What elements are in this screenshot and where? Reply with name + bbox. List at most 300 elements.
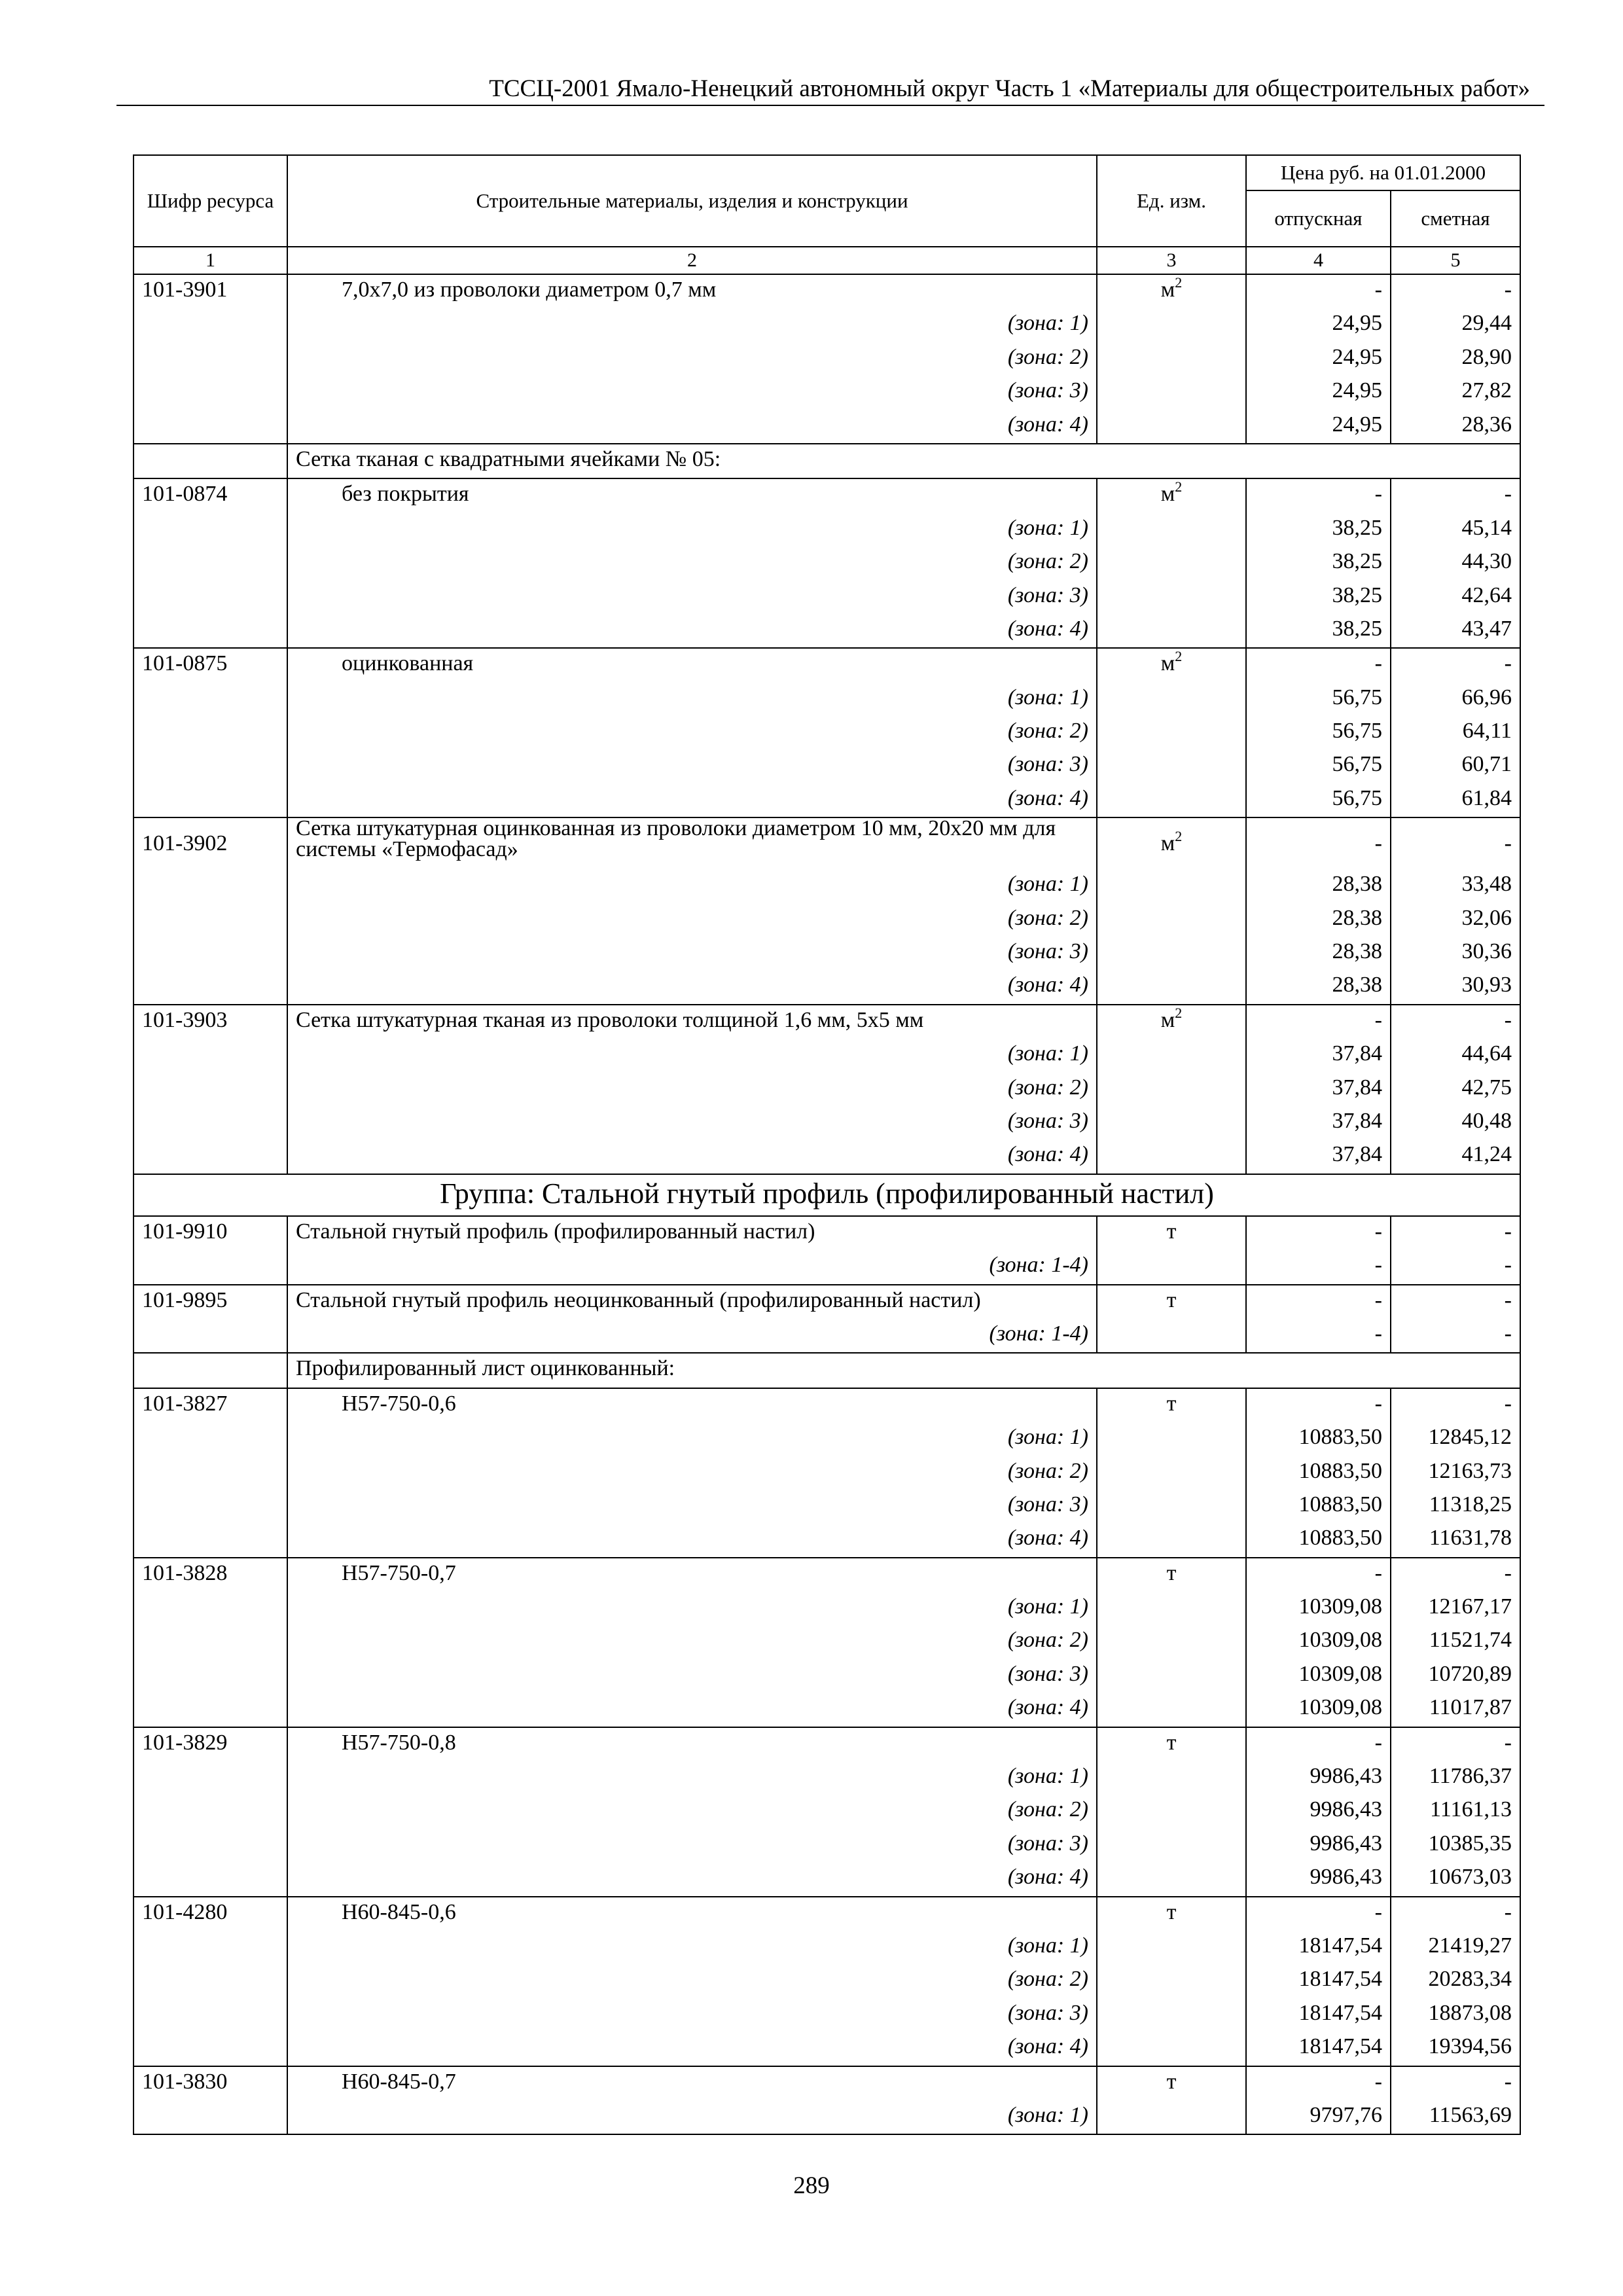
release-price: 18147,54 <box>1246 1931 1391 1964</box>
resource-row <box>134 1897 1520 1931</box>
code-cell <box>134 1964 287 1998</box>
release-price: - <box>1246 648 1391 682</box>
resource-row <box>134 1558 1520 1592</box>
zone-label: (зона: 4) <box>287 783 1097 817</box>
resource-row <box>134 1285 1520 1319</box>
resource-name: Н57-750-0,6 <box>287 1388 1097 1422</box>
zone-label: (зона: 3) <box>287 749 1097 783</box>
zone-row <box>134 1998 1520 2032</box>
estimate-price: - <box>1391 274 1520 308</box>
zone-row <box>134 749 1520 783</box>
unit-cell <box>1097 1456 1246 1490</box>
unit-cell <box>1097 478 1246 512</box>
code-cell <box>134 1931 287 1964</box>
column-header-price-group: Цена руб. на 01.01.2000 <box>1246 155 1520 190</box>
zone-row <box>134 1761 1520 1795</box>
unit-cell <box>1097 1106 1246 1139</box>
estimate-price: 18873,08 <box>1391 1998 1520 2032</box>
zone-label: (зона: 1) <box>287 1039 1097 1072</box>
release-price: 38,25 <box>1246 513 1391 547</box>
release-price: - <box>1246 1727 1391 1761</box>
release-price: - <box>1246 1558 1391 1592</box>
release-price: - <box>1246 478 1391 512</box>
unit-cell <box>1097 614 1246 648</box>
release-price: 9986,43 <box>1246 1761 1391 1795</box>
column-header-code: Шифр ресурса <box>134 155 287 247</box>
resource-code: 101-3828 <box>134 1558 287 1592</box>
zone-label: (зона: 4) <box>287 1523 1097 1557</box>
release-price: - <box>1246 817 1391 869</box>
estimate-price: 43,47 <box>1391 614 1520 648</box>
column-header-unit: Ед. изм. <box>1097 155 1246 247</box>
estimate-price: - <box>1391 1250 1520 1284</box>
release-price: 10309,08 <box>1246 1693 1391 1727</box>
estimate-price: 12163,73 <box>1391 1456 1520 1490</box>
unit-text: м <box>1160 831 1175 856</box>
release-price: 37,84 <box>1246 1073 1391 1106</box>
release-price: 9986,43 <box>1246 1862 1391 1896</box>
zone-row <box>134 1829 1520 1862</box>
release-price: - <box>1246 274 1391 308</box>
zone-row <box>134 716 1520 749</box>
release-price: 56,75 <box>1246 716 1391 749</box>
release-price: 28,38 <box>1246 937 1391 970</box>
zone-row <box>134 1039 1520 1072</box>
estimate-price: 11318,25 <box>1391 1490 1520 1523</box>
unit-cell <box>1097 1523 1246 1557</box>
release-price: 24,95 <box>1246 308 1391 342</box>
release-price: - <box>1246 2066 1391 2100</box>
zone-label: (зона: 2) <box>287 547 1097 580</box>
estimate-price: - <box>1391 817 1520 869</box>
unit-text: м <box>1160 278 1175 302</box>
zone-row <box>134 903 1520 937</box>
estimate-price: 11631,78 <box>1391 1523 1520 1557</box>
unit-cell <box>1097 783 1246 817</box>
zone-row <box>134 410 1520 444</box>
release-price: 10883,50 <box>1246 1490 1391 1523</box>
release-price: 56,75 <box>1246 749 1391 783</box>
unit-cell <box>1097 1592 1246 1625</box>
zone-row <box>134 1659 1520 1693</box>
resource-code: 101-4280 <box>134 1897 287 1931</box>
estimate-price: 10673,03 <box>1391 1862 1520 1896</box>
resource-row <box>134 648 1520 682</box>
zone-row <box>134 1490 1520 1523</box>
unit-cell <box>1097 716 1246 749</box>
resource-code: 101-3830 <box>134 2066 287 2100</box>
subheading-row <box>134 444 1520 478</box>
resource-code: 101-3827 <box>134 1388 287 1422</box>
estimate-price: - <box>1391 1558 1520 1592</box>
estimate-price: 20283,34 <box>1391 1964 1520 1998</box>
resource-code: 101-3903 <box>134 1005 287 1039</box>
unit-cell <box>1097 2066 1246 2100</box>
unit-exponent: 2 <box>1175 828 1183 845</box>
zone-row <box>134 1862 1520 1896</box>
resource-name: Н60-845-0,6 <box>287 1897 1097 1931</box>
resource-code: 101-3829 <box>134 1727 287 1761</box>
page-number: 289 <box>793 2172 830 2199</box>
estimate-price: - <box>1391 2066 1520 2100</box>
resource-name: оцинкованная <box>287 648 1097 682</box>
zone-label: (зона: 1) <box>287 1422 1097 1456</box>
zone-label: (зона: 1) <box>287 869 1097 903</box>
unit-cell <box>1097 1139 1246 1174</box>
zone-row <box>134 1693 1520 1727</box>
estimate-price: 19394,56 <box>1391 2032 1520 2066</box>
code-cell <box>134 1761 287 1795</box>
resource-name: Стальной гнутый профиль (профилированный настил) <box>287 1216 1097 1250</box>
unit-cell <box>1097 1829 1246 1862</box>
estimate-price: - <box>1391 648 1520 682</box>
code-cell <box>134 1795 287 1828</box>
unit-text: т <box>1166 1391 1177 1416</box>
code-cell <box>134 1625 287 1659</box>
code-cell <box>134 444 287 478</box>
estimate-price: 28,36 <box>1391 410 1520 444</box>
release-price: 37,84 <box>1246 1106 1391 1139</box>
zone-label: (зона: 1) <box>287 1761 1097 1795</box>
unit-cell <box>1097 937 1246 970</box>
unit-cell <box>1097 1659 1246 1693</box>
table-header <box>134 155 1520 274</box>
release-price: 10883,50 <box>1246 1456 1391 1490</box>
zone-label: (зона: 4) <box>287 1139 1097 1174</box>
unit-exponent: 2 <box>1175 648 1183 665</box>
resource-name: Стальной гнутый профиль неоцинкованный (профилированный настил) <box>287 1285 1097 1319</box>
price-table <box>133 154 1521 2135</box>
code-cell <box>134 783 287 817</box>
unit-cell <box>1097 648 1246 682</box>
zone-label: (зона: 2) <box>287 342 1097 376</box>
zone-row <box>134 783 1520 817</box>
unit-cell <box>1097 869 1246 903</box>
estimate-price: 30,93 <box>1391 970 1520 1004</box>
resource-code: 101-9910 <box>134 1216 287 1250</box>
code-cell <box>134 1523 287 1557</box>
resource-name: Н57-750-0,8 <box>287 1727 1097 1761</box>
unit-cell <box>1097 581 1246 614</box>
unit-cell <box>1097 1558 1246 1592</box>
zone-label: (зона: 2) <box>287 903 1097 937</box>
release-price: 37,84 <box>1246 1039 1391 1072</box>
table-body <box>134 274 1520 2134</box>
estimate-price: - <box>1391 1727 1520 1761</box>
code-cell <box>134 1592 287 1625</box>
code-cell <box>134 1490 287 1523</box>
subheading-row <box>134 1353 1520 1388</box>
group-row <box>134 1174 1520 1216</box>
release-price: - <box>1246 1319 1391 1353</box>
estimate-price: 45,14 <box>1391 513 1520 547</box>
header-rule <box>116 105 1544 106</box>
zone-label: (зона: 4) <box>287 970 1097 1004</box>
code-cell <box>134 1106 287 1139</box>
release-price: - <box>1246 1897 1391 1931</box>
unit-cell <box>1097 1388 1246 1422</box>
column-header-estimate-price: сметная <box>1391 190 1520 247</box>
zone-label: (зона: 3) <box>287 1998 1097 2032</box>
estimate-price: - <box>1391 1285 1520 1319</box>
unit-cell <box>1097 547 1246 580</box>
unit-cell <box>1097 1862 1246 1896</box>
release-price: 9986,43 <box>1246 1829 1391 1862</box>
unit-text: т <box>1166 1287 1177 1312</box>
unit-text: т <box>1166 2069 1177 2094</box>
release-price: 24,95 <box>1246 376 1391 409</box>
unit-cell <box>1097 410 1246 444</box>
release-price: - <box>1246 1285 1391 1319</box>
unit-cell <box>1097 1039 1246 1072</box>
code-cell <box>134 1319 287 1353</box>
code-cell <box>134 1422 287 1456</box>
estimate-price: 66,96 <box>1391 683 1520 716</box>
resource-row <box>134 1005 1520 1039</box>
code-cell <box>134 1659 287 1693</box>
estimate-price: - <box>1391 1388 1520 1422</box>
column-number: 5 <box>1391 247 1520 274</box>
release-price: 38,25 <box>1246 614 1391 648</box>
code-cell <box>134 614 287 648</box>
unit-cell <box>1097 274 1246 308</box>
unit-text: т <box>1166 1730 1177 1755</box>
unit-cell <box>1097 683 1246 716</box>
zone-row <box>134 1625 1520 1659</box>
zone-label: (зона: 1) <box>287 513 1097 547</box>
resource-name: 7,0х7,0 из проволоки диаметром 0,7 мм <box>287 274 1097 308</box>
release-price: 10309,08 <box>1246 1659 1391 1693</box>
estimate-price: 44,64 <box>1391 1039 1520 1072</box>
resource-code: 101-9895 <box>134 1285 287 1319</box>
release-price: - <box>1246 1250 1391 1284</box>
release-price: 56,75 <box>1246 783 1391 817</box>
code-cell <box>134 410 287 444</box>
release-price: 10309,08 <box>1246 1592 1391 1625</box>
estimate-price: 42,75 <box>1391 1073 1520 1106</box>
code-cell <box>134 513 287 547</box>
estimate-price: - <box>1391 1897 1520 1931</box>
zone-row <box>134 683 1520 716</box>
code-cell <box>134 342 287 376</box>
code-cell <box>134 376 287 409</box>
unit-cell <box>1097 749 1246 783</box>
release-price: 28,38 <box>1246 869 1391 903</box>
code-cell <box>134 1139 287 1174</box>
zone-row <box>134 970 1520 1004</box>
release-price: 10883,50 <box>1246 1422 1391 1456</box>
zone-label: (зона: 2) <box>287 1456 1097 1490</box>
release-price: 18147,54 <box>1246 1964 1391 1998</box>
estimate-price: 10720,89 <box>1391 1659 1520 1693</box>
code-cell <box>134 970 287 1004</box>
unit-exponent: 2 <box>1175 1004 1183 1021</box>
zone-row <box>134 1523 1520 1557</box>
estimate-price: - <box>1391 478 1520 512</box>
zone-label: (зона: 1) <box>287 308 1097 342</box>
zone-row <box>134 581 1520 614</box>
code-cell <box>134 683 287 716</box>
group-title: Группа: Стальной гнутый профиль (профилированный настил) <box>134 1174 1520 1216</box>
zone-row <box>134 1422 1520 1456</box>
unit-text: м <box>1160 482 1175 507</box>
estimate-price: - <box>1391 1216 1520 1250</box>
release-price: - <box>1246 1388 1391 1422</box>
code-cell <box>134 937 287 970</box>
estimate-price: 30,36 <box>1391 937 1520 970</box>
release-price: 18147,54 <box>1246 1998 1391 2032</box>
code-cell <box>134 1039 287 1072</box>
unit-cell <box>1097 1073 1246 1106</box>
unit-cell <box>1097 1250 1246 1284</box>
resource-row <box>134 274 1520 308</box>
release-price: 9797,76 <box>1246 2100 1391 2134</box>
zone-label: (зона: 3) <box>287 1829 1097 1862</box>
unit-text: м <box>1160 651 1175 676</box>
release-price: 28,38 <box>1246 903 1391 937</box>
resource-name: Сетка штукатурная тканая из проволоки толщиной 1,6 мм, 5х5 мм <box>287 1005 1097 1039</box>
estimate-price: 10385,35 <box>1391 1829 1520 1862</box>
zone-row <box>134 869 1520 903</box>
zone-row <box>134 1964 1520 1998</box>
zone-row <box>134 1795 1520 1828</box>
zone-row <box>134 1931 1520 1964</box>
running-head: ТССЦ-2001 Ямало-Ненецкий автономный округ Часть 1 «Материалы для общестроительных работ» <box>489 75 1530 102</box>
zone-label: (зона: 4) <box>287 1862 1097 1896</box>
unit-cell <box>1097 970 1246 1004</box>
estimate-price: - <box>1391 1005 1520 1039</box>
resource-code: 101-0874 <box>134 478 287 512</box>
zone-row <box>134 1319 1520 1353</box>
unit-cell <box>1097 308 1246 342</box>
zone-label: (зона: 1-4) <box>287 1319 1097 1353</box>
resource-row <box>134 478 1520 512</box>
resource-code: 101-3901 <box>134 274 287 308</box>
column-number: 2 <box>287 247 1097 274</box>
zone-row <box>134 342 1520 376</box>
code-cell <box>134 308 287 342</box>
column-header-release-price: отпускная <box>1246 190 1391 247</box>
zone-row <box>134 2100 1520 2134</box>
resource-code: 101-3902 <box>134 817 287 869</box>
release-price: 28,38 <box>1246 970 1391 1004</box>
zone-label: (зона: 3) <box>287 937 1097 970</box>
zone-label: (зона: 1) <box>287 1592 1097 1625</box>
zone-row <box>134 308 1520 342</box>
estimate-price: 11521,74 <box>1391 1625 1520 1659</box>
zone-label: (зона: 4) <box>287 1693 1097 1727</box>
unit-exponent: 2 <box>1175 274 1183 291</box>
release-price: 38,25 <box>1246 547 1391 580</box>
zone-row <box>134 2032 1520 2066</box>
estimate-price: 33,48 <box>1391 869 1520 903</box>
column-header-name: Строительные материалы, изделия и конструкции <box>287 155 1097 247</box>
unit-cell <box>1097 1897 1246 1931</box>
estimate-price: 12845,12 <box>1391 1422 1520 1456</box>
zone-row <box>134 1250 1520 1284</box>
zone-label: (зона: 3) <box>287 1659 1097 1693</box>
unit-cell <box>1097 342 1246 376</box>
zone-row <box>134 1456 1520 1490</box>
estimate-price: 41,24 <box>1391 1139 1520 1174</box>
estimate-price: 40,48 <box>1391 1106 1520 1139</box>
estimate-price: 29,44 <box>1391 308 1520 342</box>
estimate-price: 11563,69 <box>1391 2100 1520 2134</box>
subheading-text: Сетка тканая с квадратными ячейками № 05: <box>287 444 1520 478</box>
zone-label: (зона: 2) <box>287 716 1097 749</box>
zone-label: (зона: 3) <box>287 376 1097 409</box>
code-cell <box>134 749 287 783</box>
code-cell <box>134 581 287 614</box>
code-cell <box>134 1829 287 1862</box>
code-cell <box>134 903 287 937</box>
estimate-price: 11017,87 <box>1391 1693 1520 1727</box>
code-cell <box>134 1862 287 1896</box>
code-cell <box>134 2032 287 2066</box>
code-cell <box>134 1250 287 1284</box>
zone-label: (зона: 4) <box>287 2032 1097 2066</box>
unit-cell <box>1097 1490 1246 1523</box>
zone-row <box>134 1106 1520 1139</box>
unit-cell <box>1097 903 1246 937</box>
zone-row <box>134 614 1520 648</box>
code-cell <box>134 547 287 580</box>
resource-row <box>134 1727 1520 1761</box>
unit-cell <box>1097 1422 1246 1456</box>
code-cell <box>134 716 287 749</box>
estimate-price: - <box>1391 1319 1520 1353</box>
column-number: 3 <box>1097 247 1246 274</box>
unit-text: т <box>1166 1560 1177 1585</box>
zone-label: (зона: 1) <box>287 1931 1097 1964</box>
unit-cell <box>1097 1795 1246 1828</box>
column-number: 4 <box>1246 247 1391 274</box>
unit-cell <box>1097 1761 1246 1795</box>
zone-row <box>134 1073 1520 1106</box>
code-cell <box>134 1998 287 2032</box>
unit-cell <box>1097 1285 1246 1319</box>
code-cell <box>134 1353 287 1388</box>
estimate-price: 11161,13 <box>1391 1795 1520 1828</box>
code-cell <box>134 1456 287 1490</box>
estimate-price: 27,82 <box>1391 376 1520 409</box>
code-cell <box>134 1693 287 1727</box>
zone-label: (зона: 1) <box>287 2100 1097 2134</box>
zone-label: (зона: 2) <box>287 1625 1097 1659</box>
resource-name: Н60-845-0,7 <box>287 2066 1097 2100</box>
zone-label: (зона: 1-4) <box>287 1250 1097 1284</box>
release-price: 24,95 <box>1246 410 1391 444</box>
unit-cell <box>1097 2100 1246 2134</box>
release-price: 9986,43 <box>1246 1795 1391 1828</box>
unit-cell <box>1097 1931 1246 1964</box>
release-price: 18147,54 <box>1246 2032 1391 2066</box>
estimate-price: 42,64 <box>1391 581 1520 614</box>
unit-cell <box>1097 2032 1246 2066</box>
release-price: 37,84 <box>1246 1139 1391 1174</box>
resource-row <box>134 1388 1520 1422</box>
estimate-price: 64,11 <box>1391 716 1520 749</box>
resource-code: 101-0875 <box>134 648 287 682</box>
resource-row <box>134 817 1520 869</box>
estimate-price: 11786,37 <box>1391 1761 1520 1795</box>
zone-label: (зона: 4) <box>287 410 1097 444</box>
estimate-price: 12167,17 <box>1391 1592 1520 1625</box>
unit-cell <box>1097 1998 1246 2032</box>
zone-label: (зона: 2) <box>287 1073 1097 1106</box>
release-price: 56,75 <box>1246 683 1391 716</box>
estimate-price: 32,06 <box>1391 903 1520 937</box>
